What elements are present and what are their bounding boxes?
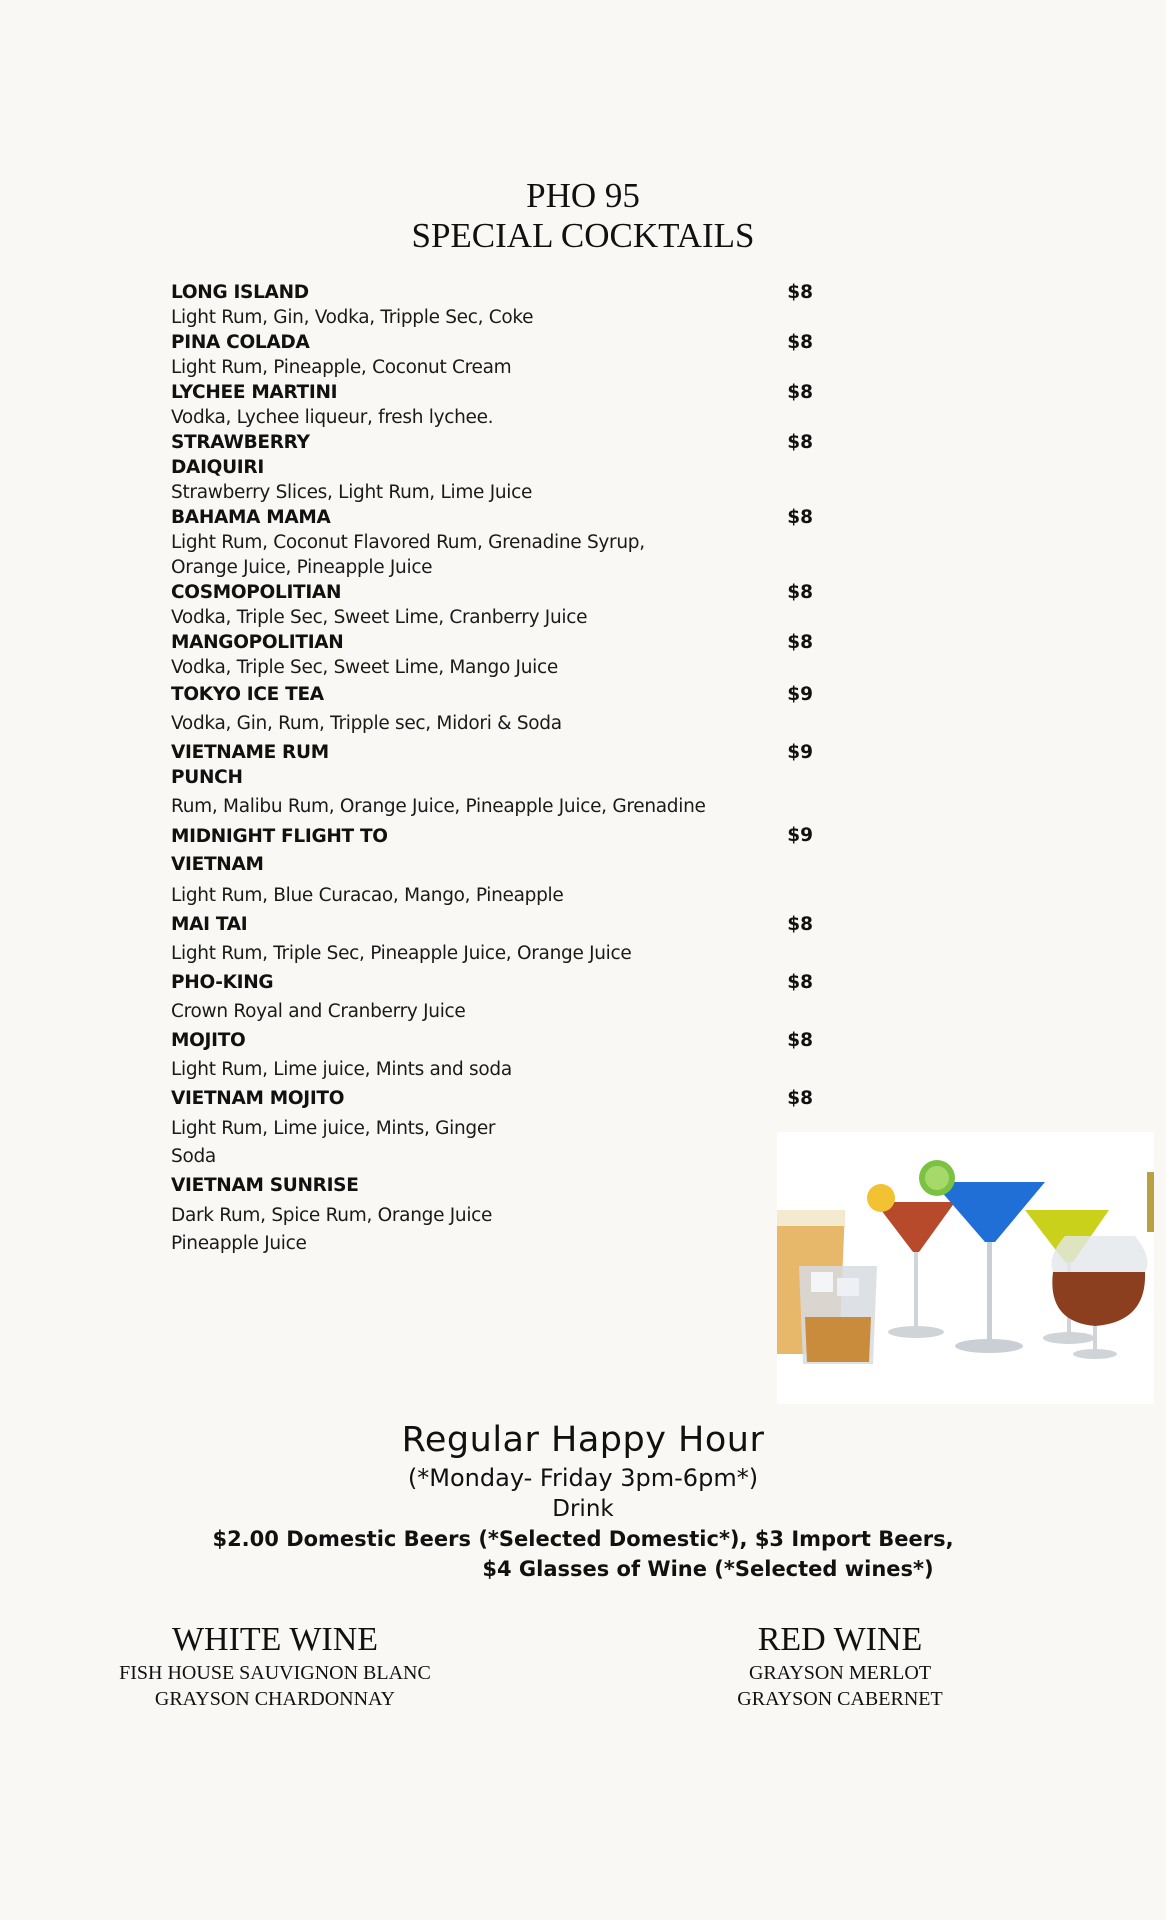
cocktail-name: VIETNAME RUM PUNCH	[171, 742, 329, 788]
cocktail-ingredients: Vodka, Lychee liqueur, fresh lychee.	[171, 407, 494, 428]
cocktail-item	[171, 505, 813, 580]
cocktail-ingredients: Light Rum, Coconut Flavored Rum, Grenadine Syrup,	[171, 532, 645, 553]
red-wine-section	[660, 1620, 1020, 1712]
cocktail-price: $8	[787, 914, 813, 935]
cocktail-item	[171, 819, 813, 908]
cocktail-item	[171, 630, 813, 680]
cocktail-item	[171, 430, 813, 505]
wine-item: GRAYSON MERLOT	[748, 1662, 932, 1684]
cocktail-price: $8	[787, 382, 813, 403]
happy-hour-deal: $4 Glasses of Wine (*Selected wines*)	[482, 1557, 934, 1581]
cocktail-item	[171, 1082, 813, 1171]
red-wine-heading: RED WINE	[757, 1621, 923, 1658]
cocktail-price: $8	[787, 582, 813, 603]
cocktail-ingredients: Light Rum, Gin, Vodka, Tripple Sec, Coke	[171, 307, 534, 328]
happy-hour-drink-label: Drink	[552, 1496, 614, 1522]
cocktail-price: $8	[787, 632, 813, 653]
cocktail-price: $9	[787, 742, 813, 763]
cocktail-item	[171, 680, 813, 736]
cocktail-ingredients: Light Rum, Triple Sec, Pineapple Juice, Orange Juice	[171, 943, 632, 964]
cocktail-ingredients: Strawberry Slices, Light Rum, Lime Juice	[171, 482, 533, 503]
cocktail-name: VIETNAM SUNRISE	[171, 1175, 359, 1196]
cocktail-name: STRAWBERRY DAIQUIRI	[171, 432, 310, 478]
happy-hour-deal: $2.00 Domestic Beers (*Selected Domestic*), $3 Import Beers,	[212, 1527, 954, 1551]
cocktail-ingredients: Light Rum, Pineapple, Coconut Cream	[171, 357, 512, 378]
cocktails-photo	[777, 1132, 1154, 1404]
cocktail-item	[171, 908, 813, 966]
section-title: SPECIAL COCKTAILS	[411, 216, 755, 255]
cocktail-name: PHO-KING	[171, 972, 274, 993]
cocktail-name: MIDNIGHT FLIGHT TO VIETNAM	[171, 826, 388, 875]
cocktail-price: $8	[787, 432, 813, 453]
cocktail-price: $8	[787, 972, 813, 993]
happy-hour-section	[0, 1418, 1166, 1584]
cocktail-name: BAHAMA MAMA	[171, 507, 331, 528]
cocktail-name: TOKYO ICE TEA	[171, 684, 324, 705]
cocktail-item	[171, 1024, 813, 1082]
cocktail-ingredients: Rum, Malibu Rum, Orange Juice, Pineapple Juice, Grenadine	[171, 796, 706, 817]
cocktail-name: LYCHEE MARTINI	[171, 382, 338, 403]
white-wine-section	[60, 1620, 490, 1712]
cocktail-item	[171, 1171, 813, 1258]
menu-header	[0, 176, 1166, 256]
cocktail-ingredients: Dark Rum, Spice Rum, Orange Juice	[171, 1205, 493, 1226]
cocktail-name: MANGOPOLITIAN	[171, 632, 344, 653]
wine-item: FISH HOUSE SAUVIGNON BLANC	[119, 1662, 431, 1684]
cocktail-name: LONG ISLAND	[171, 282, 309, 303]
cocktail-ingredients: Crown Royal and Cranberry Juice	[171, 1001, 466, 1022]
cocktail-ingredients: Vodka, Triple Sec, Sweet Lime, Mango Juice	[171, 657, 558, 678]
cocktail-item	[171, 580, 813, 630]
cocktail-ingredients: Vodka, Triple Sec, Sweet Lime, Cranberry Juice	[171, 607, 588, 628]
wine-item: GRAYSON CHARDONNAY	[154, 1688, 396, 1710]
cocktail-ingredients: Soda	[171, 1146, 216, 1167]
cocktail-item	[171, 280, 813, 330]
cocktail-ingredients: Light Rum, Lime juice, Mints and soda	[171, 1059, 512, 1080]
cocktail-ingredients: Vodka, Gin, Rum, Tripple sec, Midori & Soda	[171, 713, 562, 734]
cocktail-name: PINA COLADA	[171, 332, 310, 353]
cocktail-price: $8	[787, 507, 813, 528]
cocktail-name: MOJITO	[171, 1030, 246, 1051]
cocktail-price: $8	[787, 282, 813, 303]
cocktail-ingredients: Light Rum, Lime juice, Mints, Ginger	[171, 1118, 496, 1139]
happy-hour-days: (*Monday- Friday 3pm-6pm*)	[407, 1464, 759, 1492]
cocktail-price: $9	[787, 684, 813, 705]
cocktail-item	[171, 966, 813, 1024]
cocktail-name: COSMOPOLITIAN	[171, 582, 342, 603]
restaurant-name: PHO 95	[526, 176, 640, 215]
cocktail-list	[171, 280, 813, 1258]
white-wine-heading: WHITE WINE	[171, 1621, 379, 1658]
cocktail-item	[171, 330, 813, 380]
cocktail-item	[171, 736, 813, 819]
cocktail-price: $9	[787, 825, 813, 846]
wine-item: GRAYSON CABERNET	[737, 1688, 943, 1710]
cocktail-price: $8	[787, 332, 813, 353]
cocktail-ingredients: Light Rum, Blue Curacao, Mango, Pineapple	[171, 885, 564, 906]
cocktail-glasses-icon	[777, 1132, 1154, 1404]
cocktail-name: VIETNAM MOJITO	[171, 1088, 345, 1109]
cocktail-price: $8	[787, 1030, 813, 1051]
cocktail-ingredients: Orange Juice, Pineapple Juice	[171, 557, 433, 578]
happy-hour-title: Regular Happy Hour	[401, 1420, 765, 1460]
cocktail-item	[171, 380, 813, 430]
cocktail-name: MAI TAI	[171, 914, 248, 935]
cocktail-ingredients: Pineapple Juice	[171, 1233, 307, 1254]
cocktail-price: $8	[787, 1088, 813, 1109]
